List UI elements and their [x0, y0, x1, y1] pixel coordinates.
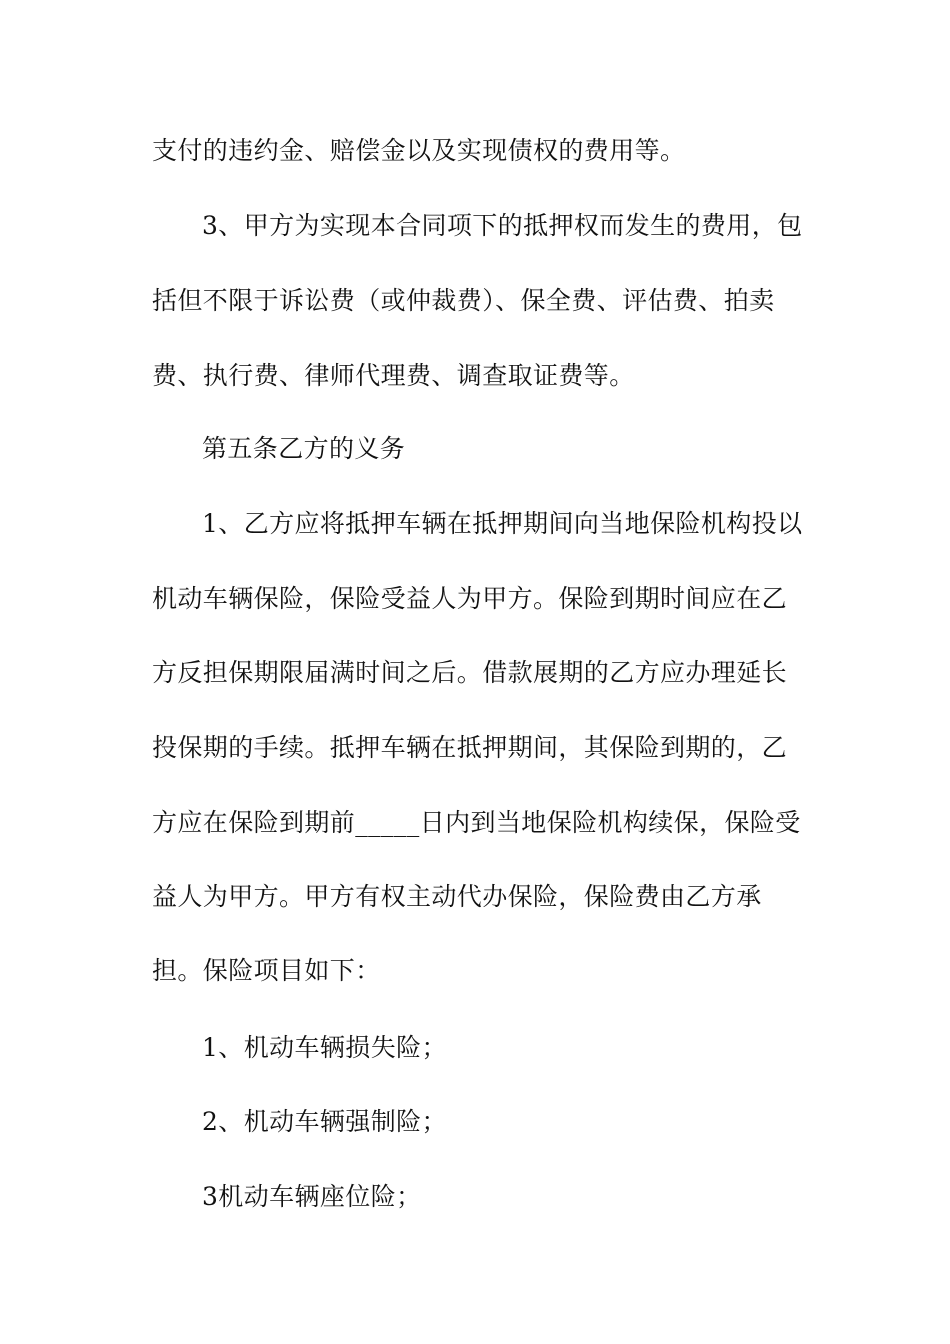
paragraph-line: 支付的违约金、赔偿金以及实现债权的费用等。: [152, 136, 686, 165]
section-heading: 第五条乙方的义务: [202, 434, 406, 463]
paragraph-line: 机动车辆保险，保险受益人为甲方。保险到期时间应在乙: [152, 584, 788, 613]
paragraph-line: 投保期的手续。抵押车辆在抵押期间，其保险到期的，乙: [152, 733, 788, 762]
paragraph-line: 费、执行费、律师代理费、调查取证费等。: [152, 361, 635, 390]
list-item: 1、机动车辆损失险；: [202, 1033, 447, 1062]
list-item: 3机动车辆座位险；: [202, 1182, 422, 1211]
paragraph-line: 担。保险项目如下：: [152, 956, 381, 985]
paragraph-line: 1、乙方应将抵押车辆在抵押期间向当地保险机构投以: [202, 509, 803, 538]
paragraph-line: 方反担保期限届满时间之后。借款展期的乙方应办理延长: [152, 658, 788, 687]
list-item: 2、机动车辆强制险；: [202, 1107, 447, 1136]
paragraph-line: 益人为甲方。甲方有权主动代办保险，保险费由乙方承: [152, 882, 762, 911]
paragraph-line: 3、甲方为实现本合同项下的抵押权而发生的费用，包: [202, 211, 803, 240]
paragraph-line: 方应在保险到期前_____日内到当地保险机构续保，保险受: [152, 808, 801, 837]
paragraph-line: 括但不限于诉讼费（或仲裁费）、保全费、评估费、拍卖: [152, 286, 775, 315]
